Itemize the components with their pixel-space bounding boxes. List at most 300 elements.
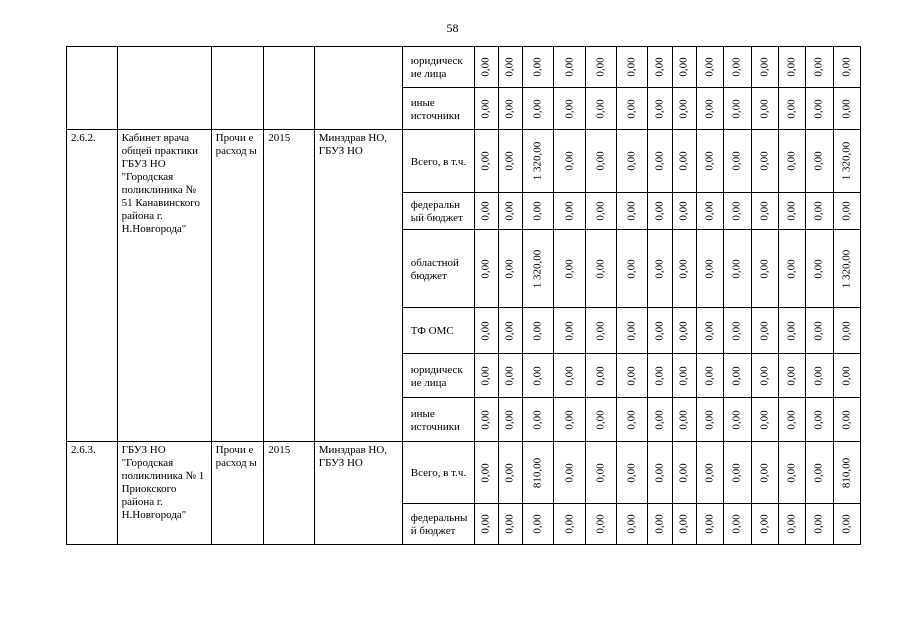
amount-value: 0,00 [758,151,771,171]
amount-value: 1 320,00 [531,141,544,181]
item-code [67,47,118,130]
amount-value: 0,00 [677,462,690,483]
amount-value: 0,00 [785,201,798,221]
amount-cell [523,47,554,88]
amount-cell [474,442,498,504]
amount-value: 0,00 [503,409,516,430]
amount-cell [498,308,522,354]
funding-source-label: федеральны й бюджет [402,504,474,545]
amount-value: 0,00 [677,365,690,386]
funding-source-label: Всего, в т.ч. [402,442,474,504]
amount-cell [617,504,648,545]
amount-value: 0,00 [758,258,771,279]
amount-cell [585,230,616,308]
amount-value: 0,00 [730,57,743,77]
amount-value: 0,00 [730,320,743,341]
item-category: Прочи е расход ы [211,130,264,442]
amount-cell [724,88,751,130]
table-row [67,130,861,193]
amount-value: 0,00 [653,320,666,341]
amount-value: 0,00 [703,98,716,119]
amount-cell [585,354,616,398]
amount-cell [806,504,833,545]
amount-cell [751,442,778,504]
amount-cell [724,130,751,193]
amount-cell [648,88,672,130]
amount-value: 0,00 [625,98,638,119]
amount-value: 0,00 [703,57,716,77]
amount-cell [806,193,833,230]
amount-cell [554,354,585,398]
amount-value: 0,00 [594,151,607,171]
funding-source-label: юридическ ие лица [402,354,474,398]
amount-value: 0,00 [840,365,853,386]
amount-value: 810,00 [531,457,544,488]
amount-cell [474,130,498,193]
amount-value: 0,00 [503,57,516,77]
amount-cell [697,398,724,442]
amount-value: 0,00 [503,258,516,279]
amount-cell [697,130,724,193]
amount-value: 0,00 [479,57,492,77]
amount-cell [554,88,585,130]
amount-cell [751,130,778,193]
amount-cell [617,193,648,230]
amount-cell [523,193,554,230]
amount-cell [474,230,498,308]
page-number: 58 [446,21,459,35]
amount-value: 0,00 [479,258,492,279]
amount-value: 1 320,00 [531,249,544,288]
amount-value: 0,00 [677,201,690,221]
amount-cell [585,130,616,193]
amount-value: 1 320,00 [840,249,853,288]
funding-source-label: Всего, в т.ч. [402,130,474,193]
amount-cell [672,398,696,442]
amount-cell [474,308,498,354]
amount-cell [498,193,522,230]
amount-cell [778,398,805,442]
amount-cell [672,354,696,398]
amount-value: 0,00 [563,462,576,483]
item-executor: Минздрав НО, ГБУЗ НО [314,130,402,442]
amount-value: 0,00 [677,98,690,119]
amount-value: 0,00 [677,258,690,279]
amount-cell [672,47,696,88]
item-category: Прочи е расход ы [211,442,264,545]
item-category [211,47,264,130]
amount-cell [833,230,861,308]
funding-source-label: иные источники [402,398,474,442]
amount-cell [806,308,833,354]
amount-cell [751,504,778,545]
amount-value: 0,00 [531,57,544,77]
amount-cell [724,47,751,88]
funding-source-label: областной бюджет [402,230,474,308]
amount-cell [474,504,498,545]
amount-cell [474,354,498,398]
amount-cell [554,442,585,504]
amount-value: 0,00 [594,462,607,483]
amount-cell [585,398,616,442]
amount-value: 0,00 [677,514,690,534]
amount-value: 0,00 [785,320,798,341]
amount-value: 0,00 [594,365,607,386]
amount-cell [778,130,805,193]
amount-cell [778,193,805,230]
amount-cell [523,442,554,504]
amount-cell [474,47,498,88]
amount-cell [697,193,724,230]
amount-cell [806,442,833,504]
amount-cell [672,504,696,545]
amount-cell [697,504,724,545]
amount-cell [617,308,648,354]
item-name [117,47,211,130]
amount-value: 0,00 [594,514,607,534]
amount-cell [833,88,861,130]
amount-value: 0,00 [785,462,798,483]
amount-cell [554,398,585,442]
amount-value: 0,00 [840,320,853,341]
amount-value: 0,00 [625,201,638,221]
amount-cell [833,308,861,354]
amount-value: 0,00 [479,201,492,221]
amount-cell [778,442,805,504]
item-name: ГБУЗ НО "Городская поликлиника № 1 Приокского района г. Н.Новгорода" [117,442,211,545]
amount-value: 0,00 [812,57,825,77]
amount-cell [554,130,585,193]
amount-cell [523,308,554,354]
amount-value: 0,00 [625,57,638,77]
amount-cell [833,442,861,504]
amount-cell [617,230,648,308]
amount-cell [778,308,805,354]
amount-value: 0,00 [758,514,771,534]
amount-value: 0,00 [840,57,853,77]
amount-value: 0,00 [594,201,607,221]
amount-cell [778,47,805,88]
amount-cell [585,47,616,88]
amount-value: 0,00 [758,320,771,341]
amount-cell [833,504,861,545]
amount-cell [523,354,554,398]
amount-cell [778,230,805,308]
amount-cell [697,230,724,308]
item-code: 2.6.3. [67,442,118,545]
amount-cell [751,47,778,88]
amount-value: 0,00 [594,98,607,119]
amount-value: 0,00 [531,365,544,386]
amount-value: 0,00 [479,409,492,430]
amount-cell [498,230,522,308]
amount-value: 0,00 [758,409,771,430]
amount-value: 0,00 [758,365,771,386]
amount-cell [648,47,672,88]
amount-cell [672,130,696,193]
amount-cell [523,398,554,442]
amount-value: 0,00 [625,514,638,534]
amount-value: 0,00 [677,409,690,430]
amount-value: 810,00 [840,457,853,488]
amount-value: 0,00 [531,98,544,119]
amount-value: 0,00 [653,258,666,279]
amount-cell [697,442,724,504]
amount-cell [474,398,498,442]
amount-value: 0,00 [531,320,544,341]
amount-cell [474,88,498,130]
amount-value: 0,00 [503,462,516,483]
amount-value: 0,00 [812,365,825,386]
amount-value: 0,00 [703,365,716,386]
amount-value: 0,00 [563,57,576,77]
amount-value: 1 320,00 [840,141,853,181]
amount-cell [724,193,751,230]
amount-cell [648,230,672,308]
amount-value: 0,00 [730,258,743,279]
amount-value: 0,00 [594,320,607,341]
item-executor [314,47,402,130]
amount-value: 0,00 [785,57,798,77]
amount-value: 0,00 [594,57,607,77]
amount-value: 0,00 [730,98,743,119]
amount-value: 0,00 [758,462,771,483]
amount-value: 0,00 [758,201,771,221]
amount-value: 0,00 [625,320,638,341]
amount-cell [498,504,522,545]
amount-cell [751,398,778,442]
amount-value: 0,00 [703,514,716,534]
amount-cell [498,130,522,193]
amount-cell [697,308,724,354]
amount-cell [498,442,522,504]
amount-cell [751,88,778,130]
funding-source-label: ТФ ОМС [402,308,474,354]
amount-value: 0,00 [653,365,666,386]
amount-value: 0,00 [812,462,825,483]
amount-cell [554,308,585,354]
amount-value: 0,00 [479,365,492,386]
amount-cell [523,504,554,545]
funding-source-label: федеральн ый бюджет [402,193,474,230]
amount-value: 0,00 [703,151,716,171]
amount-value: 0,00 [812,409,825,430]
amount-value: 0,00 [479,462,492,483]
amount-cell [697,354,724,398]
amount-value: 0,00 [653,409,666,430]
amount-value: 0,00 [730,409,743,430]
amount-value: 0,00 [503,320,516,341]
amount-cell [697,47,724,88]
amount-cell [724,230,751,308]
amount-cell [554,504,585,545]
amount-value: 0,00 [785,514,798,534]
amount-value: 0,00 [503,365,516,386]
amount-cell [724,504,751,545]
item-year: 2015 [264,130,315,442]
amount-cell [672,308,696,354]
amount-cell [523,130,554,193]
amount-value: 0,00 [503,98,516,119]
amount-cell [554,47,585,88]
amount-value: 0,00 [758,98,771,119]
amount-cell [648,504,672,545]
amount-value: 0,00 [625,151,638,171]
amount-cell [617,442,648,504]
amount-cell [724,398,751,442]
amount-cell [672,88,696,130]
amount-value: 0,00 [812,98,825,119]
amount-cell [585,442,616,504]
amount-value: 0,00 [531,409,544,430]
amount-cell [617,47,648,88]
item-executor: Минздрав НО, ГБУЗ НО [314,442,402,545]
amount-cell [778,354,805,398]
amount-value: 0,00 [812,151,825,171]
amount-value: 0,00 [703,258,716,279]
amount-value: 0,00 [625,462,638,483]
amount-value: 0,00 [594,409,607,430]
amount-cell [806,230,833,308]
amount-cell [806,354,833,398]
amount-cell [648,442,672,504]
amount-value: 0,00 [563,409,576,430]
amount-cell [724,354,751,398]
amount-value: 0,00 [503,201,516,221]
amount-value: 0,00 [677,320,690,341]
amount-cell [833,130,861,193]
amount-value: 0,00 [531,201,544,221]
amount-value: 0,00 [730,151,743,171]
amount-value: 0,00 [840,514,853,534]
amount-cell [585,193,616,230]
amount-cell [617,130,648,193]
amount-value: 0,00 [730,365,743,386]
amount-value: 0,00 [703,320,716,341]
amount-cell [617,88,648,130]
amount-cell [806,130,833,193]
amount-cell [697,88,724,130]
amount-cell [585,88,616,130]
amount-value: 0,00 [812,258,825,279]
amount-cell [585,504,616,545]
amount-value: 0,00 [785,258,798,279]
amount-cell [648,354,672,398]
amount-value: 0,00 [653,57,666,77]
amount-value: 0,00 [703,201,716,221]
amount-value: 0,00 [479,98,492,119]
amount-cell [498,354,522,398]
amount-cell [648,308,672,354]
amount-cell [751,354,778,398]
amount-cell [724,308,751,354]
amount-cell [751,308,778,354]
amount-cell [617,354,648,398]
amount-cell [833,354,861,398]
amount-value: 0,00 [563,98,576,119]
amount-value: 0,00 [625,365,638,386]
amount-cell [751,193,778,230]
amount-cell [833,47,861,88]
amount-value: 0,00 [563,201,576,221]
amount-cell [474,193,498,230]
item-year [264,47,315,130]
amount-cell [554,193,585,230]
amount-cell [672,230,696,308]
amount-value: 0,00 [703,462,716,483]
amount-cell [778,504,805,545]
amount-value: 0,00 [703,409,716,430]
amount-value: 0,00 [563,151,576,171]
amount-cell [806,88,833,130]
amount-value: 0,00 [812,514,825,534]
amount-value: 0,00 [840,409,853,430]
funding-source-label: иные источники [402,88,474,130]
amount-value: 0,00 [479,514,492,534]
amount-cell [724,442,751,504]
amount-cell [523,230,554,308]
amount-cell [806,47,833,88]
amount-value: 0,00 [503,514,516,534]
amount-value: 0,00 [677,151,690,171]
amount-cell [617,398,648,442]
amount-cell [648,193,672,230]
amount-cell [498,88,522,130]
amount-cell [498,47,522,88]
amount-value: 0,00 [653,201,666,221]
amount-value: 0,00 [840,98,853,119]
amount-value: 0,00 [653,151,666,171]
amount-value: 0,00 [479,320,492,341]
funding-source-label: юридическ ие лица [402,47,474,88]
amount-value: 0,00 [563,365,576,386]
amount-value: 0,00 [785,151,798,171]
amount-value: 0,00 [594,258,607,279]
amount-value: 0,00 [730,462,743,483]
amount-cell [648,398,672,442]
amount-value: 0,00 [653,98,666,119]
amount-value: 0,00 [625,258,638,279]
amount-cell [806,398,833,442]
amount-value: 0,00 [563,258,576,279]
amount-value: 0,00 [785,365,798,386]
budget-table [66,46,861,545]
amount-value: 0,00 [730,201,743,221]
amount-value: 0,00 [625,409,638,430]
amount-cell [778,88,805,130]
amount-value: 0,00 [479,151,492,171]
amount-cell [554,230,585,308]
amount-value: 0,00 [730,514,743,534]
amount-cell [672,442,696,504]
amount-cell [648,130,672,193]
amount-value: 0,00 [785,409,798,430]
amount-value: 0,00 [503,151,516,171]
amount-cell [523,88,554,130]
amount-cell [833,398,861,442]
amount-cell [498,398,522,442]
amount-cell [751,230,778,308]
amount-value: 0,00 [563,514,576,534]
amount-cell [672,193,696,230]
amount-value: 0,00 [758,57,771,77]
item-code: 2.6.2. [67,130,118,442]
amount-value: 0,00 [785,98,798,119]
amount-value: 0,00 [812,320,825,341]
amount-cell [833,193,861,230]
amount-cell [585,308,616,354]
item-year: 2015 [264,442,315,545]
